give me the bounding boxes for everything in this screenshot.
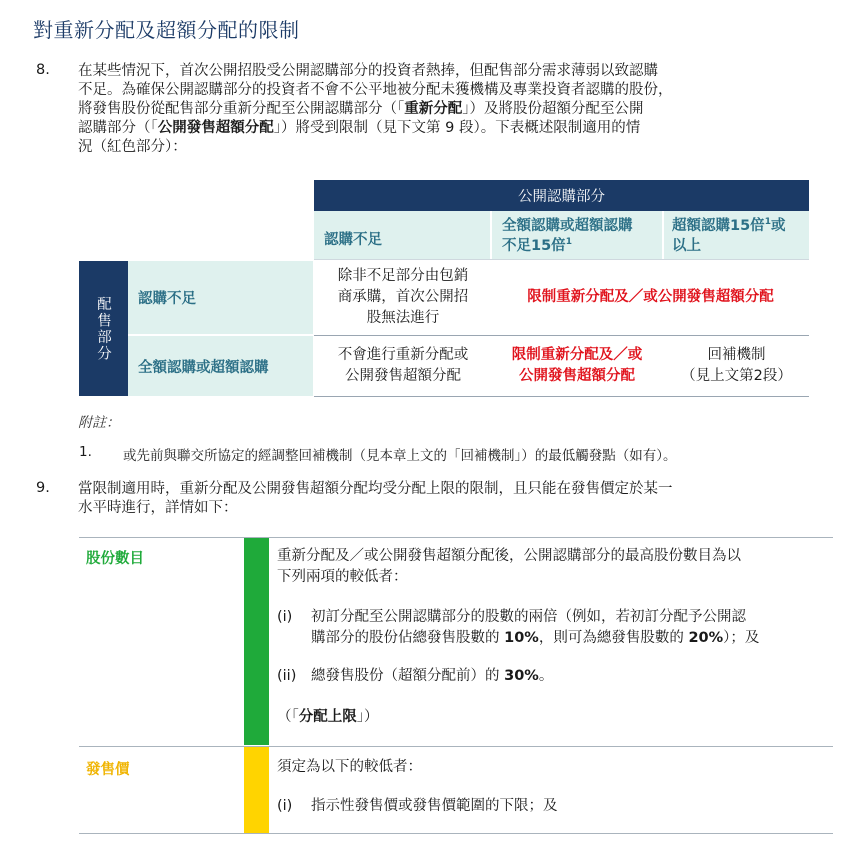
row-label-undersubscribed: 認購不足: [128, 261, 313, 334]
item-number: (i): [277, 798, 293, 814]
paragraph-line: 不足。為確保公開認購部分的投資者不會不公平地被分配未獲機構及專業投資者認購的股份，: [78, 82, 673, 98]
item-number: (i): [277, 609, 293, 625]
paragraph-number: 9.: [36, 480, 50, 496]
item-ii-text: 總發售股份（超額分配前）的 30%。: [311, 668, 554, 684]
cell-restriction: 限制重新分配及／或公開發售超額分配: [527, 289, 774, 305]
green-marker-bar: [244, 538, 269, 745]
notes-title: 附註：: [78, 415, 120, 431]
item-i-text: 初訂分配至公開認購部分的股數的兩倍（例如，若初訂分配予公開認 購部分的股份佔總發售股數的 10%，則可為總發售股數的 20%）；及: [311, 609, 760, 646]
paragraph-line: 況（紅色部分）：: [78, 139, 187, 155]
paragraph-8: [78, 62, 808, 157]
item-number: (ii): [277, 668, 297, 684]
cell-undersub-undersub: 除非不足部分由包銷 商承購，首次公開招 股無法進行: [337, 268, 469, 326]
cell-restriction-2: 限制重新分配及／或 公開發售超額分配: [511, 347, 643, 384]
paragraph-line: 認購部分（「公開發售超額分配」）將受到限制（見下文第 9 段）。下表概述限制適用的情: [78, 120, 641, 136]
note-item: 1. 或先前與聯交所協定的經調整回補機制（見本章上文的「回補機制」）的最低觸發點（如有）。: [79, 444, 677, 464]
paragraph-line: 在某些情況下，首次公開招股受公開認購部分的投資者熱捧，但配售部分需求薄弱以致認購: [78, 63, 658, 79]
label-offer-price: 發售價: [86, 762, 130, 778]
col-header-fully-subscribed: 全額認購或超額認購 不足15倍$^1$: [492, 211, 662, 259]
table-header-public-offer: 公開認購部分: [314, 180, 809, 211]
row-label-fully-subscribed: 全額認購或超額認購: [128, 336, 313, 396]
defined-term: 重新分配: [404, 101, 463, 117]
paragraph-9: 當限制適用時，重新分配及公開發售超額分配均受分配上限的限制，且只能在發售價定於某一 水平時進行，詳情如下：: [78, 481, 673, 516]
col-header-over-15x: 超額認購15倍$^1$或 以上: [664, 211, 809, 259]
defined-term: 公開發售超額分配: [157, 120, 274, 136]
paragraph-number: 8.: [36, 62, 50, 78]
col-header-undersubscribed: 認購不足: [314, 211, 490, 259]
cell-no-reallocation: 不會進行重新分配或 公開發售超額分配: [337, 347, 469, 384]
shares-intro: 重新分配及／或公開發售超額分配後，公開認購部分的最高股份數目為以 下列兩項的較低者：: [277, 548, 741, 585]
cell-clawback: 回補機制 （見上文第2段）: [681, 347, 792, 384]
yellow-marker-bar: [244, 747, 269, 833]
paragraph-line: 將發售股份從配售部分重新分配至公開認購部分（「重新分配」）及將股份超額分配至公開: [78, 101, 644, 117]
row-header-placing: 配售部分: [79, 261, 128, 396]
price-item-i: 指示性發售價或發售價範圍的下限；及: [311, 798, 558, 814]
price-intro: 須定為以下的較低者：: [277, 759, 422, 775]
label-number-of-shares: 股份數目: [86, 551, 144, 567]
allocation-cap: （「分配上限」）: [277, 709, 379, 725]
section-title: 對重新分配及超額分配的限制: [33, 18, 300, 42]
